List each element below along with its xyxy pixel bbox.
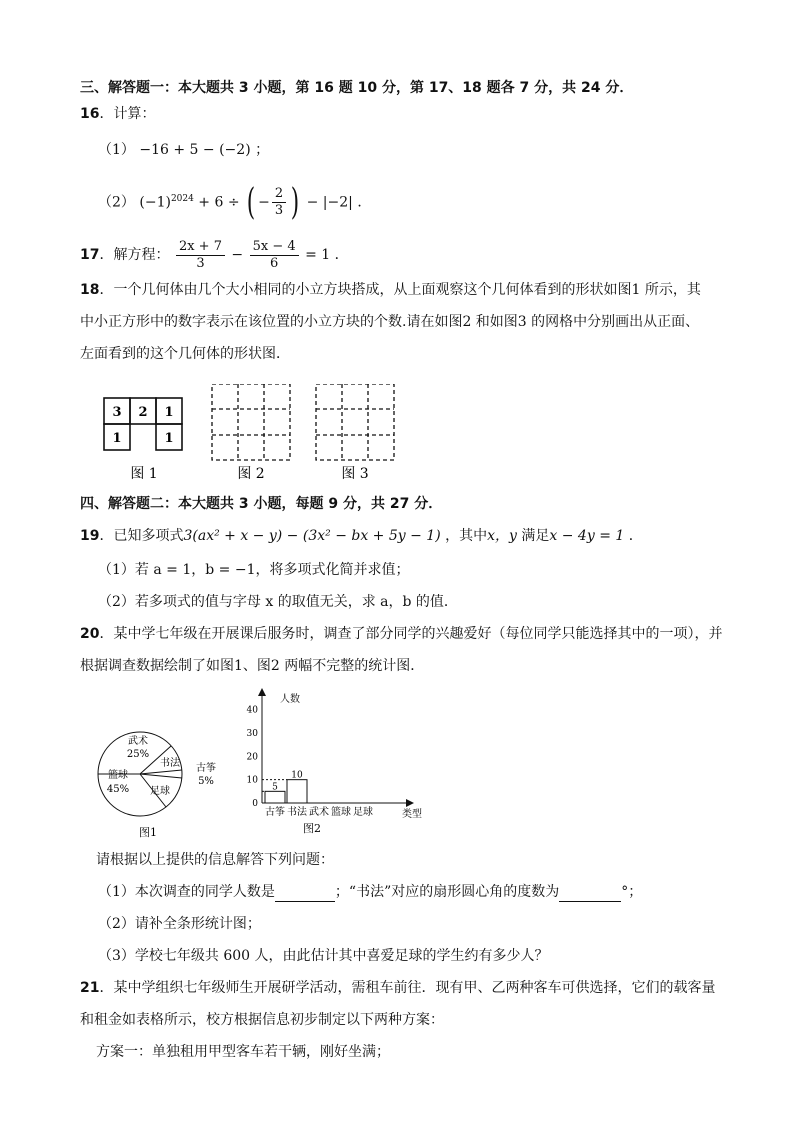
q19-part1: （1）若 a = 1，b = −1，将多项式化简并求值； <box>98 562 410 578</box>
pie-divider <box>140 774 182 778</box>
x-tick-label: 武术 <box>309 807 329 818</box>
q17-label: ．解方程： <box>99 247 170 263</box>
q17-f2-numerator: 5x − 4 <box>250 239 299 256</box>
section-3-heading: 三、解答题一：本大题共 3 小题，第 16 题 10 分，第 17、18 题各 7 分，共 24 分． <box>80 80 634 96</box>
pie-divider <box>140 770 182 774</box>
q19-part2: （2）若多项式的值与字母 x 的取值无关，求 a，b 的值． <box>98 594 458 610</box>
x-axis-label: 类型 <box>402 809 422 820</box>
fig2-caption: 图 2 <box>237 466 265 482</box>
x-tick-label: 古筝 <box>265 807 285 818</box>
fig1-cell-value: 1 <box>164 431 174 446</box>
x-tick-label: 足球 <box>353 807 373 818</box>
q16-part2 <box>98 177 371 221</box>
q17-f1-numerator: 2x + 7 <box>176 239 225 256</box>
fig1-cell-value: 2 <box>138 405 148 420</box>
q16-frac-sign: − <box>258 194 270 211</box>
bar-chart-caption: 图2 <box>303 822 321 835</box>
q20-line-1 <box>80 624 722 644</box>
fig3-empty-grid <box>316 384 394 460</box>
q17-f1-denominator: 3 <box>196 255 205 271</box>
left-paren: ( <box>246 181 256 223</box>
q17-rhs: = 1 <box>305 247 331 263</box>
q19-mid: ，其中 <box>445 528 488 544</box>
y-tick-label: 30 <box>246 729 258 739</box>
q21-number: 21 <box>80 980 100 996</box>
fig1-cell-value: 1 <box>164 405 174 420</box>
q16-frac-numerator: 2 <box>272 186 286 203</box>
q20-part1-end: °； <box>621 884 643 900</box>
q16-part1-end: ； <box>255 142 270 158</box>
q20-pie-chart <box>88 722 228 842</box>
q16-frac-denominator: 3 <box>274 203 284 219</box>
pie-label: 书法 <box>160 758 180 769</box>
q20-bar-chart <box>232 686 432 836</box>
q18-line-2: 中小正方形中的数字表示在该位置的小立方块的个数.请在如图2 和如图3 的网格中分别画出从正面、 <box>80 314 700 330</box>
q17-minus: − <box>231 247 244 263</box>
pie-label: 5% <box>198 776 214 787</box>
bar <box>287 780 307 803</box>
q20-prompt: 请根据以上提供的信息解答下列问题： <box>96 852 334 868</box>
x-tick-label: 书法 <box>287 807 307 818</box>
q18-line-3: 左面看到的这个几何体的形状图． <box>80 346 290 362</box>
q19-polynomial: 3(ax² + x − y) − (3x² − bx + 5y − 1) <box>183 528 441 544</box>
q18-text-1: ．一个几何体由几个大小相同的小立方块搭成，从上面观察这个几何体看到的形状如图1 所示，其 <box>99 282 701 298</box>
q19-stem <box>80 526 643 546</box>
q19-condition: x − 4y = 1 <box>549 528 625 544</box>
q17-stem <box>80 236 349 274</box>
pie-label: 古筝 <box>196 763 216 774</box>
q19-vars: x，y <box>487 528 517 544</box>
q16-part1-label: （1） <box>98 142 135 158</box>
pie-label: 45% <box>106 784 130 795</box>
q16-stem <box>80 104 155 124</box>
bar-value-label: 5 <box>272 782 278 793</box>
y-tick-label: 0 <box>252 799 258 809</box>
q16-number: 16 <box>80 106 100 122</box>
q16-part1-expression: −16 + 5 − (−2) <box>139 142 251 158</box>
answer-blank[interactable] <box>559 887 621 902</box>
q16-part1 <box>98 140 269 160</box>
q17-f2-denominator: 6 <box>269 255 279 271</box>
pie-label: 足球 <box>150 786 170 797</box>
pie-caption: 图1 <box>139 826 157 839</box>
q16-part2-label: （2） <box>98 194 135 211</box>
q20-text-1: ．某中学七年级在开展课后服务时，调查了部分同学的兴趣爱好（每位同学只能选择其中的一项），并 <box>99 626 723 642</box>
y-axis-label: 人数 <box>280 694 300 705</box>
q20-part3: （3）学校七年级共 600 人，由此估计其中喜爱足球的学生约有多少人？ <box>98 948 549 964</box>
q18-number: 18 <box>80 282 100 298</box>
q19-cond-pre: 满足 <box>521 528 550 544</box>
q16-part2-mid: + 6 ÷ <box>198 194 240 211</box>
q17-end: ． <box>334 247 349 263</box>
fig2-empty-grid <box>212 384 290 460</box>
q21-plan-1: 方案一：单独租用甲型客车若干辆，刚好坐满； <box>96 1044 390 1060</box>
pie-label: 武术 <box>128 736 148 747</box>
q20-part1 <box>98 882 642 902</box>
q16-label: ．计算： <box>99 106 156 122</box>
q17-number: 17 <box>80 247 100 263</box>
q18-figures <box>96 384 406 484</box>
pie-label: 篮球 <box>108 770 128 781</box>
q16-part2-tail: − |−2| <box>306 194 353 211</box>
q21-text-1: ．某中学组织七年级师生开展研学活动，需租车前往．现有甲、乙两种客车可供选择，它们的载客量 <box>99 980 716 996</box>
q21-line-2: 和租金如表格所示，校方根据信息初步制定以下两种方案： <box>80 1012 444 1028</box>
y-tick-label: 20 <box>246 752 258 763</box>
section-4-heading: 四、解答题二：本大题共 3 小题，每题 9 分，共 27 分． <box>80 496 443 512</box>
q16-part2-end: ． <box>357 194 372 211</box>
q18-line-1 <box>80 280 701 300</box>
right-paren: ) <box>290 181 300 223</box>
q16-fraction <box>272 186 286 219</box>
y-tick-label: 40 <box>246 705 258 716</box>
q19-end: ． <box>628 528 643 544</box>
q16-part2-base: (−1) <box>139 194 171 211</box>
pie-label: 25% <box>126 749 150 760</box>
fig3-caption: 图 3 <box>341 466 369 482</box>
fig1-cell-value: 1 <box>112 431 122 446</box>
bar-value-label: 10 <box>291 770 303 781</box>
q17-fraction-1 <box>176 239 225 272</box>
q20-part1-pre: （1）本次调查的同学人数是 <box>98 884 275 900</box>
q19-number: 19 <box>80 528 100 544</box>
q16-part2-exponent: 2024 <box>170 194 194 204</box>
q19-pre: ．已知多项式 <box>99 528 184 544</box>
x-tick-label: 篮球 <box>331 807 351 818</box>
q20-part2: （2）请补全条形统计图； <box>98 916 261 932</box>
fig1-cell-value: 3 <box>112 405 122 420</box>
q21-line-1 <box>80 978 715 998</box>
bar <box>265 791 285 803</box>
q20-line-2: 根据调查数据绘制了如图1、图2 两幅不完整的统计图． <box>80 658 425 674</box>
q20-number: 20 <box>80 626 100 642</box>
q17-fraction-2 <box>250 239 299 272</box>
fig1-caption: 图 1 <box>130 466 158 482</box>
q20-part1-mid: ；“书法”对应的扇形圆心角的度数为 <box>334 884 560 900</box>
y-tick-label: 10 <box>246 775 258 786</box>
answer-blank[interactable] <box>275 887 335 902</box>
